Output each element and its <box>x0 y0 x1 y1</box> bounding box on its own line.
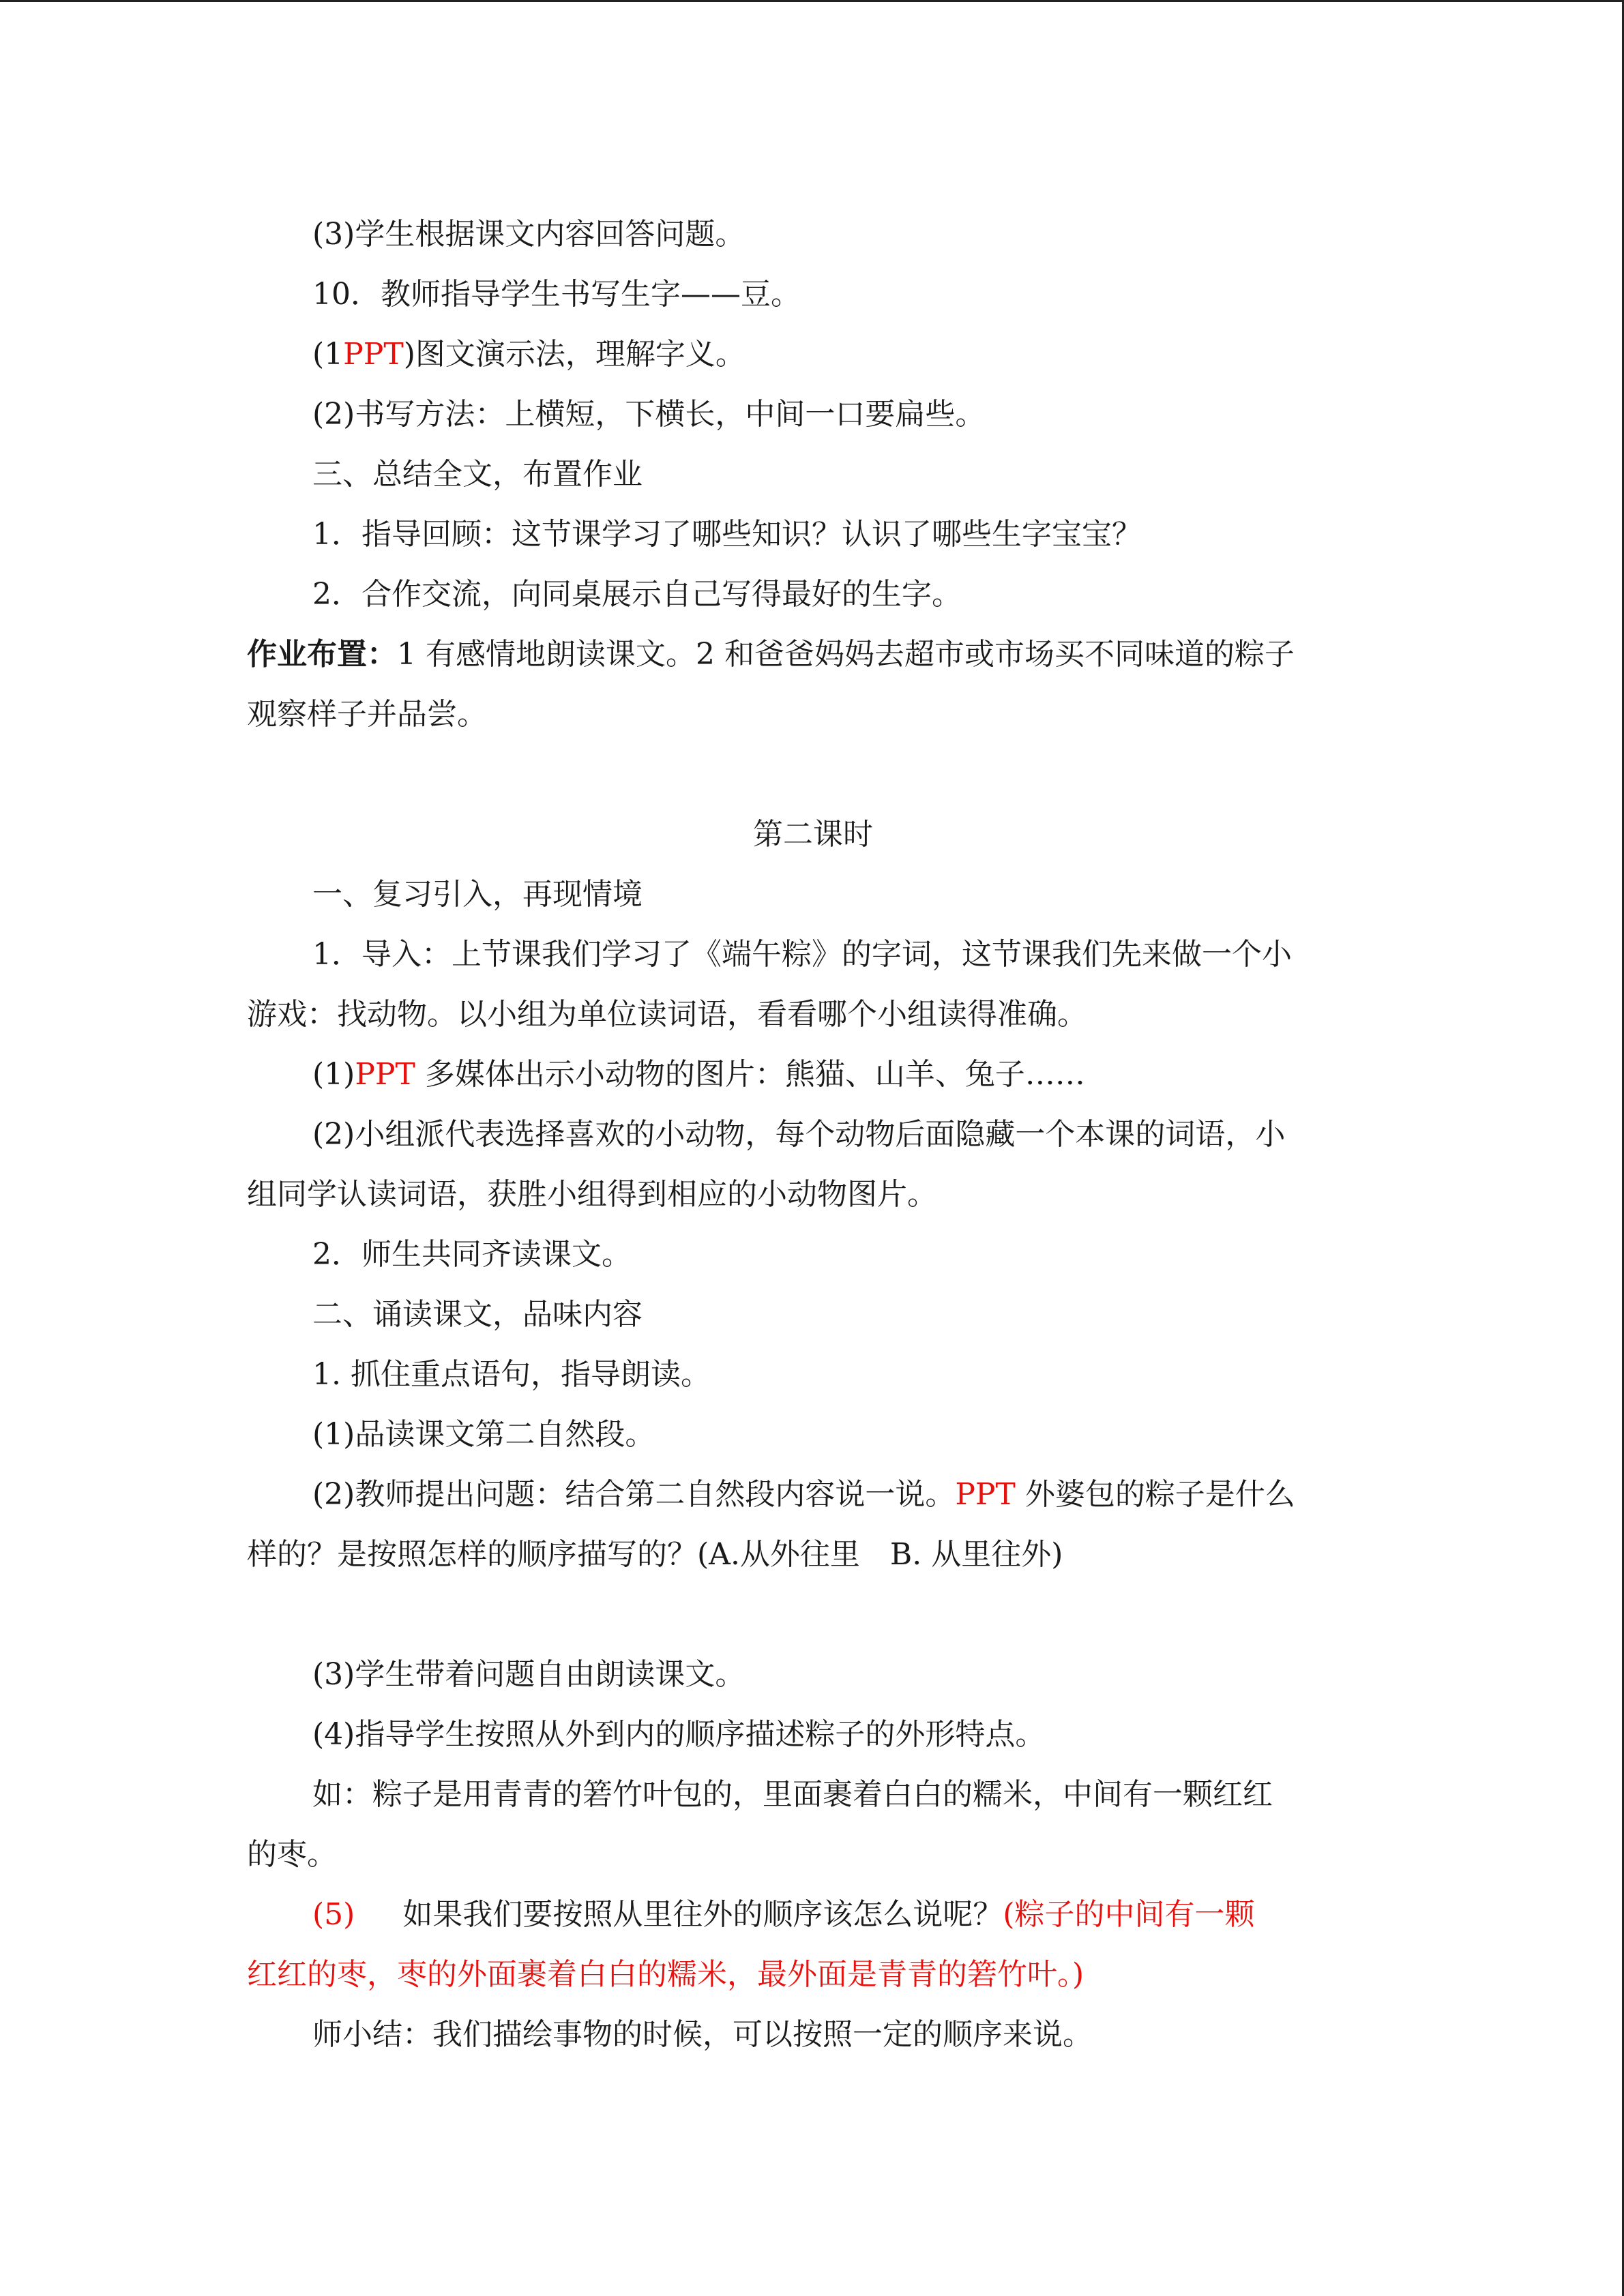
line-teacher-summary: 师小结：我们描绘事物的时候，可以按照一定的顺序来说。 <box>312 2017 1093 2052</box>
line-paragraph-two: (1)品读课文第二自然段。 <box>312 1417 655 1452</box>
line-cooperate: 2．合作交流，向同桌展示自己写得最好的生字。 <box>312 577 962 612</box>
text-segment: (1 <box>312 337 344 372</box>
line-key-sentences: 1. 抓住重点语句，指导朗读。 <box>312 1357 711 1392</box>
ppt-highlight: PPT <box>343 337 404 372</box>
homework-label: 作业布置： <box>247 637 397 672</box>
line-reverse-order-1 <box>247 1885 1379 1945</box>
line-free-reading: (3)学生带着问题自由朗读课文。 <box>312 1657 745 1692</box>
line-review: 1．指导回顾：这节课学习了哪些知识？认识了哪些生字宝宝？ <box>312 517 1142 552</box>
homework-line-2: 观察样子并品尝。 <box>247 697 487 732</box>
line-teach-writing: 10．教师指导学生书写生字——豆。 <box>312 277 801 312</box>
line-example-2: 的枣。 <box>247 1837 337 1872</box>
line-intro-1: 1．导入：上节课我们学习了《端午粽》的字词，这节课我们先来做一个小 <box>312 937 1292 972</box>
homework-line-1 <box>247 625 1379 685</box>
ppt-highlight: PPT <box>955 1477 1016 1512</box>
spacer <box>247 1585 1379 1645</box>
line-ppt-animals <box>247 1045 1379 1105</box>
item-number: (5) <box>312 1897 355 1932</box>
text-segment: (1) <box>312 1057 355 1092</box>
text-segment: 外婆包的粽子是什么 <box>1015 1477 1295 1512</box>
lesson-title: 第二课时 <box>753 817 873 852</box>
line-group-1: (2)小组派代表选择喜欢的小动物，每个动物后面隐藏一个本课的词语，小 <box>312 1117 1286 1152</box>
line-writing-method: (2)书写方法：上横短，下横长，中间一口要扁些。 <box>312 397 986 432</box>
ppt-highlight: PPT <box>355 1057 415 1092</box>
spacer <box>247 745 1379 805</box>
text-segment: 如果我们要按照从里往外的顺序该怎么说呢？ <box>402 1897 1003 1932</box>
top-border-line <box>0 0 1624 2</box>
line-describe-order: (4)指导学生按照从外到内的顺序描述粽子的外形特点。 <box>312 1717 1046 1752</box>
line-read-together: 2．师生共同齐读课文。 <box>312 1237 632 1272</box>
line-question-2: 样的？是按照怎样的顺序描写的？(A.从外往里 B. 从里往外) <box>247 1537 1063 1572</box>
heading-summary: 三、总结全文，布置作业 <box>312 457 643 492</box>
line-question-1 <box>247 1465 1379 1525</box>
text-segment: 多媒体出示小动物的图片：熊猫、山羊、兔子…… <box>415 1057 1085 1092</box>
line-reverse-order-2: 红红的枣，枣的外面裹着白白的糯米，最外面是青青的箬竹叶。) <box>247 1957 1084 1992</box>
homework-text: 1 有感情地朗读课文。2 和爸爸妈妈去超市或市场买不同味道的粽子 <box>397 637 1295 672</box>
line-intro-2: 游戏：找动物。以小组为单位读词语，看看哪个小组读得准确。 <box>247 997 1087 1032</box>
document-page <box>247 205 1379 2065</box>
line-example-1: 如：粽子是用青青的箬竹叶包的，里面裹着白白的糯米，中间有一颗红红 <box>312 1777 1273 1812</box>
heading-recite: 二、诵读课文，品味内容 <box>312 1297 643 1332</box>
text-segment: )图文演示法，理解字义。 <box>403 337 745 372</box>
line-group-2: 组同学认读词语，获胜小组得到相应的小动物图片。 <box>247 1177 937 1212</box>
text-segment: (2)教师提出问题：结合第二自然段内容说一说。 <box>312 1477 956 1512</box>
line-ppt-demo <box>247 325 1379 385</box>
line-answer-questions: (3)学生根据课文内容回答问题。 <box>312 217 745 252</box>
heading-review-intro: 一、复习引入，再现情境 <box>312 877 643 912</box>
answer-highlight: (粽子的中间有一颗 <box>1003 1897 1255 1932</box>
